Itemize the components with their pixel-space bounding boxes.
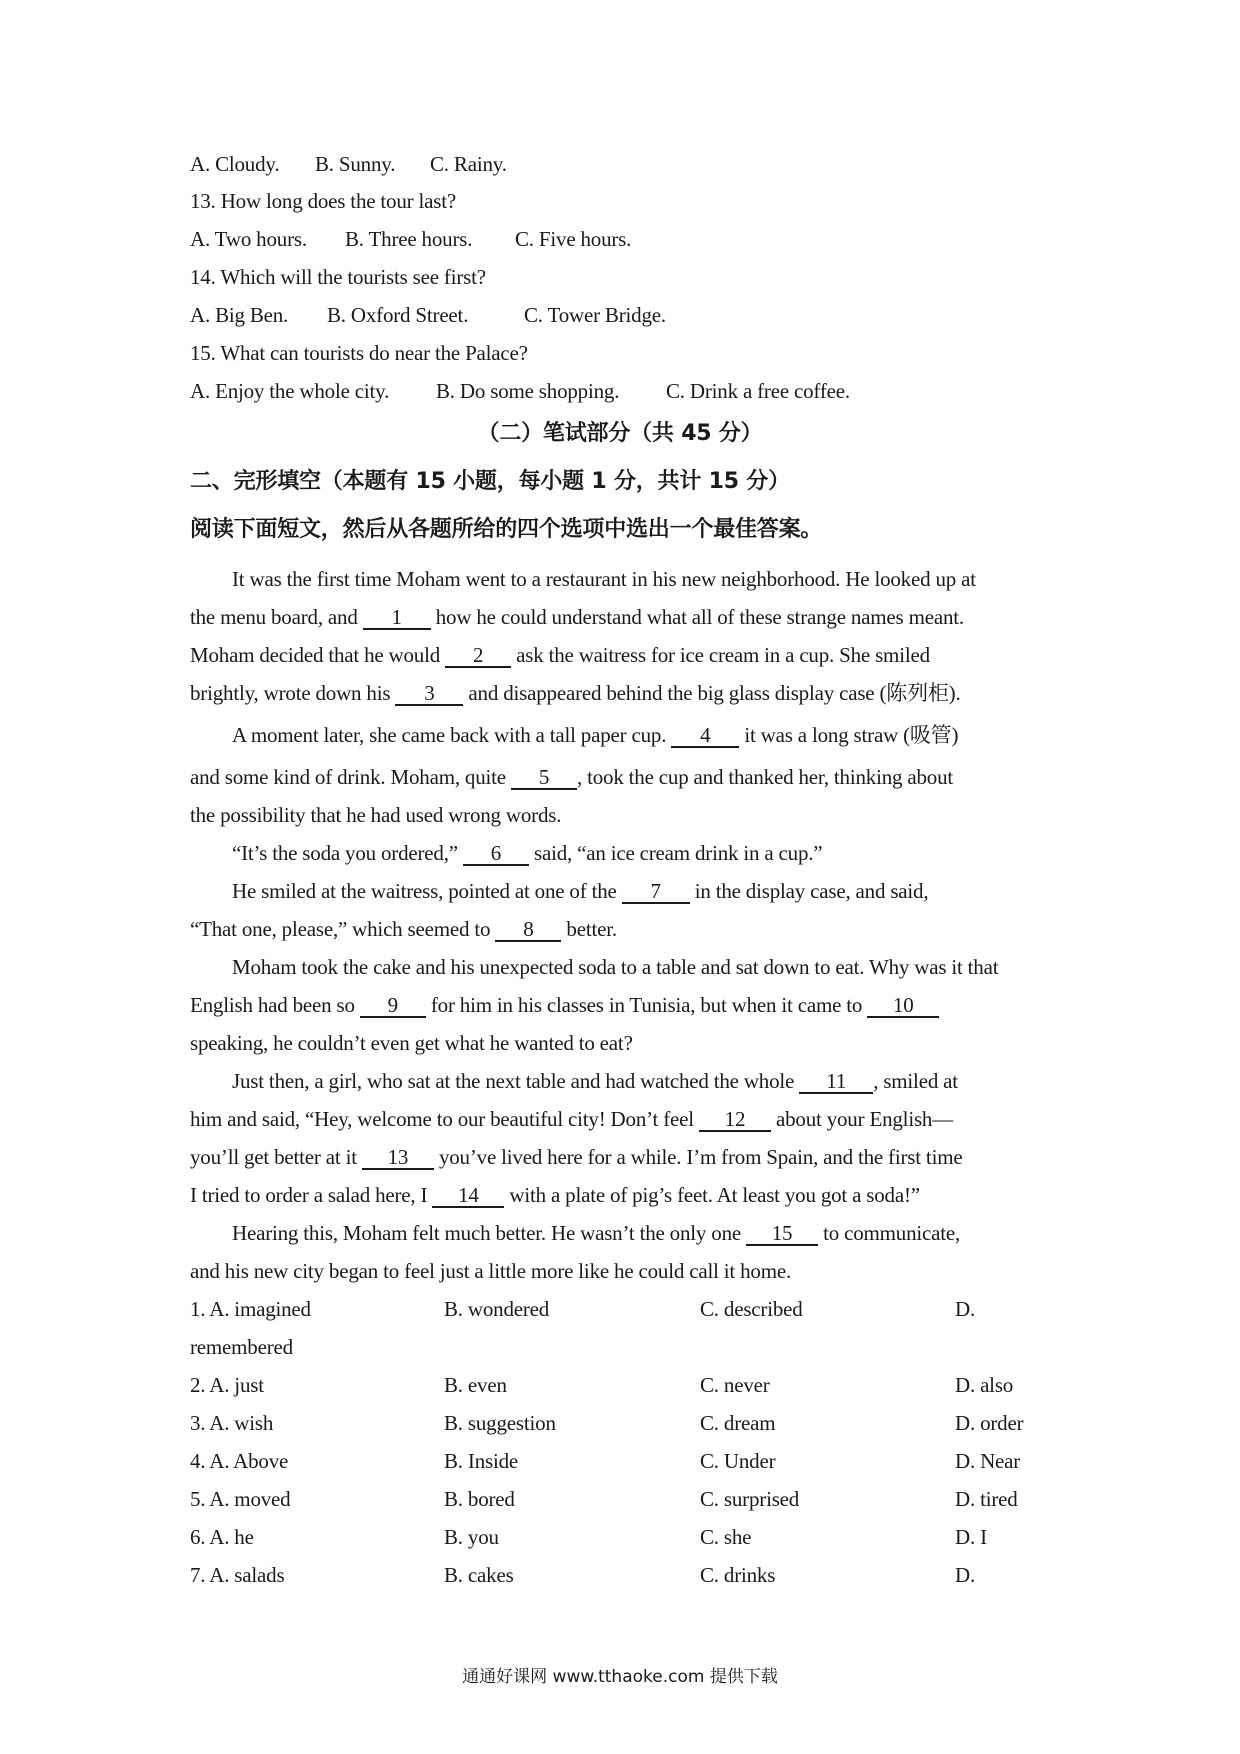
passage-line: the menu board, and 1 how he could understand what all of these strange names meant. (190, 605, 964, 629)
choice-d: D. (955, 1297, 976, 1321)
choice-b: B. you (444, 1525, 499, 1549)
choice-a: 3. A. wish (190, 1411, 274, 1435)
passage-line: It was the first time Moham went to a restaurant in his new neighborhood. He looked up at (232, 567, 976, 591)
option: C. Tower Bridge. (524, 303, 666, 327)
passage-line: and his new city began to feel just a little more like he could call it home. (190, 1259, 792, 1283)
passage-line: Moham took the cake and his unexpected soda to a table and sat down to eat. Why was it that (232, 955, 999, 979)
cloze-title: 二、完形填空（本题有 15 小题，每小题 1 分，共计 15 分） (190, 469, 790, 494)
blank-5: 5 (511, 766, 577, 790)
option: B. Three hours. (345, 227, 473, 251)
blank-1: 1 (363, 606, 431, 630)
q12-options (190, 150, 507, 178)
passage-line: He smiled at the waitress, pointed at one of the 7 in the display case, and said, (232, 879, 929, 903)
passage-line: “That one, please,” which seemed to 8 better. (190, 917, 617, 941)
choice-a: 1. A. imagined (190, 1297, 311, 1321)
choice-d: D. order (955, 1411, 1024, 1435)
choice-d: D. (955, 1563, 976, 1587)
passage-line: I tried to order a salad here, I 14 with a plate of pig’s feet. At least you got a soda!” (190, 1183, 920, 1207)
option: B. Oxford Street. (327, 303, 469, 327)
question-14: 14. Which will the tourists see first? (190, 265, 486, 289)
option: B. Sunny. (315, 152, 396, 176)
choice-c: C. she (700, 1525, 752, 1549)
choice-a: 2. A. just (190, 1373, 264, 1397)
choice-c: C. never (700, 1373, 770, 1397)
passage-line: English had been so 9 for him in his classes in Tunisia, but when it came to 10 (190, 991, 939, 1019)
choice-b: B. wondered (444, 1297, 550, 1321)
choice-d-wrap: remembered (190, 1335, 293, 1359)
passage-line: him and said, “Hey, welcome to our beautiful city! Don’t feel 12 about your English— (190, 1107, 954, 1131)
choice-b: B. bored (444, 1487, 515, 1511)
choice-b: B. cakes (444, 1563, 514, 1587)
section-title: （二）笔试部分（共 45 分） (477, 421, 763, 446)
q13-options (190, 225, 631, 253)
passage-line: brightly, wrote down his 3 and disappeared behind the big glass display case (陈列柜). (190, 681, 961, 705)
passage-line: Just then, a girl, who sat at the next table and had watched the whole 11 , smiled at (232, 1069, 958, 1093)
option: A. Two hours. (190, 227, 307, 251)
option: A. Big Ben. (190, 303, 289, 327)
passage-line: A moment later, she came back with a tall paper cup. 4 it was a long straw (吸管) (232, 723, 959, 747)
choice-d: D. also (955, 1373, 1014, 1397)
choice-a: 4. A. Above (190, 1449, 289, 1473)
passage-line: “It’s the soda you ordered,” 6 said, “an ice cream drink in a cup.” (232, 841, 823, 865)
blank-6: 6 (463, 842, 529, 866)
blank-14: 14 (432, 1184, 504, 1208)
choice-d: D. Near (955, 1449, 1021, 1473)
page-footer: 通通好课网 www.tthaoke.com 提供下载 (462, 1667, 778, 1687)
blank-7: 7 (622, 880, 690, 904)
blank-10: 10 (867, 994, 939, 1018)
option: A. Cloudy. (190, 152, 280, 176)
passage-line: and some kind of drink. Moham, quite 5 , took the cup and thanked her, thinking about (190, 765, 954, 789)
passage-line: you’ll get better at it 13 you’ve lived here for a while. I’m from Spain, and the first time (190, 1145, 963, 1169)
blank-2: 2 (445, 644, 511, 668)
blank-13: 13 (362, 1146, 434, 1170)
blank-11: 11 (799, 1070, 873, 1094)
passage-line: speaking, he couldn’t even get what he wanted to eat? (190, 1031, 633, 1055)
question-15: 15. What can tourists do near the Palace? (190, 341, 528, 365)
choice-d: D. tired (955, 1487, 1018, 1511)
choice-a: 5. A. moved (190, 1487, 291, 1511)
passage-line: Hearing this, Moham felt much better. He wasn’t the only one 15 to communicate, (232, 1221, 961, 1245)
blank-9: 9 (360, 994, 426, 1018)
choice-b: B. Inside (444, 1449, 519, 1473)
choice-c: C. described (700, 1297, 803, 1321)
choice-c: C. Under (700, 1449, 776, 1473)
blank-3: 3 (395, 682, 463, 706)
choice-b: B. suggestion (444, 1411, 556, 1435)
option: A. Enjoy the whole city. (190, 379, 390, 403)
cloze-instruction: 阅读下面短文，然后从各题所给的四个选项中选出一个最佳答案。 (190, 517, 823, 542)
choice-c: C. surprised (700, 1487, 800, 1511)
choice-d: D. I (955, 1525, 987, 1549)
passage-line: Moham decided that he would 2 ask the waitress for ice cream in a cup. She smiled (190, 643, 930, 667)
option: B. Do some shopping. (436, 379, 620, 403)
q14-options (190, 301, 666, 329)
question-13: 13. How long does the tour last? (190, 189, 456, 213)
choice-b: B. even (444, 1373, 507, 1397)
option: C. Five hours. (515, 227, 632, 251)
choice-c: C. drinks (700, 1563, 776, 1587)
option: C. Rainy. (430, 152, 507, 176)
blank-15: 15 (746, 1222, 818, 1246)
choice-c: C. dream (700, 1411, 776, 1435)
choice-a: 6. A. he (190, 1525, 254, 1549)
passage-line: the possibility that he had used wrong words. (190, 803, 562, 827)
blank-8: 8 (495, 918, 561, 942)
choice-a: 7. A. salads (190, 1563, 285, 1587)
blank-4: 4 (671, 724, 739, 748)
blank-12: 12 (699, 1108, 771, 1132)
option: C. Drink a free coffee. (666, 379, 850, 403)
q15-options (190, 377, 850, 405)
